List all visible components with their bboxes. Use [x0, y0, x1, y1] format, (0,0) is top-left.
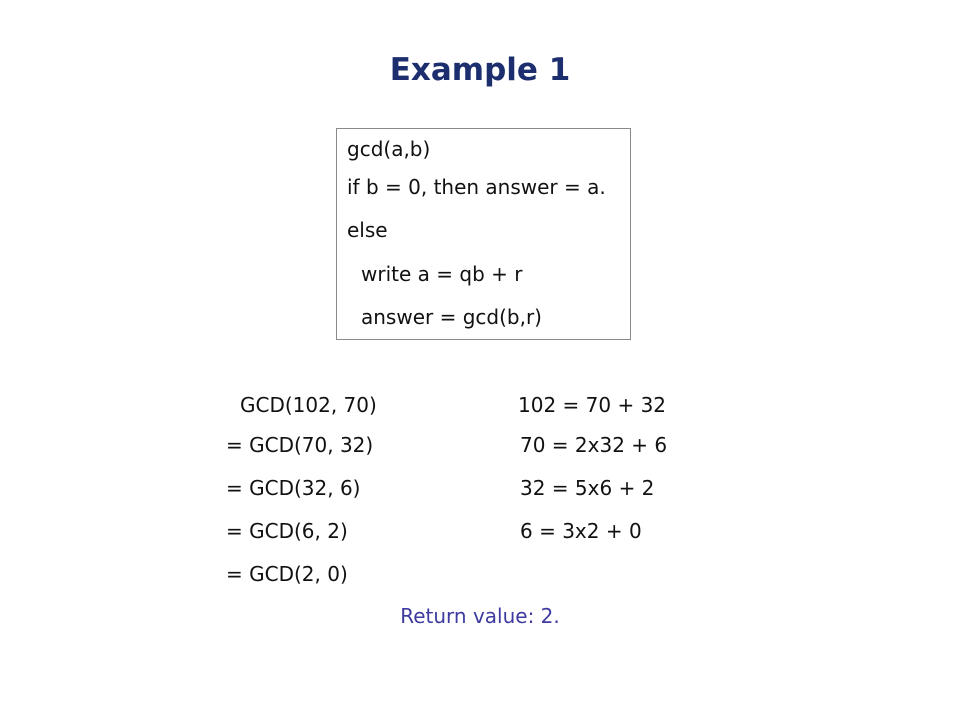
algorithm-line-recursion: answer = gcd(b,r): [361, 305, 542, 329]
return-value: Return value: 2.: [400, 604, 560, 628]
division-step: 32 = 5x6 + 2: [520, 476, 655, 500]
gcd-step: = GCD(2, 0): [226, 562, 348, 586]
division-step: 102 = 70 + 32: [518, 393, 667, 417]
slide-title: Example 1: [389, 52, 571, 88]
algorithm-line-division: write a = qb + r: [361, 262, 523, 286]
division-step: 70 = 2x32 + 6: [520, 433, 668, 457]
gcd-step: = GCD(32, 6): [226, 476, 361, 500]
algorithm-line-else: else: [347, 218, 388, 242]
algorithm-line-signature: gcd(a,b): [347, 137, 431, 161]
gcd-step: = GCD(6, 2): [226, 519, 348, 543]
gcd-step: = GCD(70, 32): [226, 433, 374, 457]
division-step: 6 = 3x2 + 0: [520, 519, 642, 543]
gcd-step: GCD(102, 70): [240, 393, 377, 417]
algorithm-line-base-case: if b = 0, then answer = a.: [347, 175, 606, 199]
